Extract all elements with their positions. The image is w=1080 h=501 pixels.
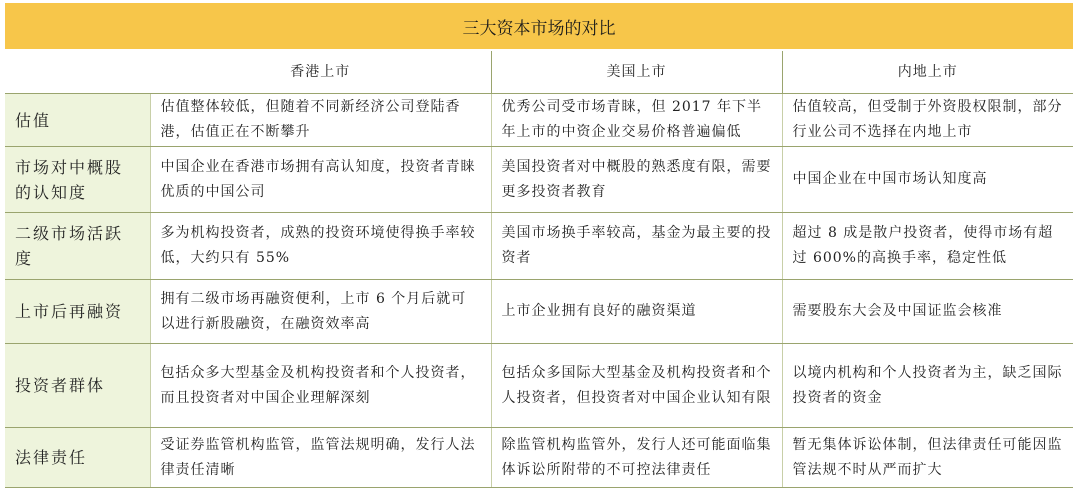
cell-us: 包括众多国际大型基金及机构投资者和个人投资者，但投资者对中国企业认知有限 bbox=[491, 344, 782, 428]
table-row bbox=[5, 94, 1073, 147]
table-title: 三大资本市场的对比 bbox=[5, 3, 1073, 49]
row-label-liquidity: 二级市场活跃度 bbox=[5, 213, 150, 280]
cell-hk: 包括众多大型基金及机构投资者和个人投资者，而且投资者对中国企业理解深刻 bbox=[150, 344, 491, 428]
row-label-valuation: 估值 bbox=[5, 94, 150, 147]
cell-hk: 估值整体较低，但随着不同新经济公司登陆香港，估值正在不断攀升 bbox=[150, 94, 491, 147]
table-row bbox=[5, 344, 1073, 428]
header-cn: 内地上市 bbox=[782, 51, 1073, 94]
cell-cn: 需要股东大会及中国证监会核准 bbox=[782, 280, 1073, 344]
cell-cn: 估值较高，但受制于外资股权限制，部分行业公司不选择在内地上市 bbox=[782, 94, 1073, 147]
header-row bbox=[5, 51, 1073, 94]
cell-us: 上市企业拥有良好的融资渠道 bbox=[491, 280, 782, 344]
row-label-legal: 法律责任 bbox=[5, 428, 150, 488]
table-row bbox=[5, 280, 1073, 344]
cell-us: 优秀公司受市场青睐，但 2017 年下半年上市的中资企业交易价格普遍偏低 bbox=[491, 94, 782, 147]
row-label-investors: 投资者群体 bbox=[5, 344, 150, 428]
table-row bbox=[5, 428, 1073, 488]
cell-cn: 以境内机构和个人投资者为主，缺乏国际投资者的资金 bbox=[782, 344, 1073, 428]
cell-hk: 中国企业在香港市场拥有高认知度，投资者青睐优质的中国公司 bbox=[150, 147, 491, 213]
cell-hk: 拥有二级市场再融资便利，上市 6 个月后就可以进行新股融资，在融资效率高 bbox=[150, 280, 491, 344]
header-us: 美国上市 bbox=[491, 51, 782, 94]
table-row bbox=[5, 147, 1073, 213]
cell-us: 除监管机构监管外，发行人还可能面临集体诉讼所附带的不可控法律责任 bbox=[491, 428, 782, 488]
comparison-table bbox=[5, 51, 1073, 488]
cell-us: 美国投资者对中概股的熟悉度有限，需要更多投资者教育 bbox=[491, 147, 782, 213]
cell-hk: 多为机构投资者，成熟的投资环境使得换手率较低，大约只有 55% bbox=[150, 213, 491, 280]
cell-cn: 中国企业在中国市场认知度高 bbox=[782, 147, 1073, 213]
row-label-awareness: 市场对中概股的认知度 bbox=[5, 147, 150, 213]
table-row bbox=[5, 213, 1073, 280]
cell-cn: 超过 8 成是散户投资者，使得市场有超过 600%的高换手率，稳定性低 bbox=[782, 213, 1073, 280]
cell-us: 美国市场换手率较高，基金为最主要的投资者 bbox=[491, 213, 782, 280]
header-empty bbox=[5, 51, 150, 94]
cell-cn: 暂无集体诉讼体制，但法律责任可能因监管法规不时从严而扩大 bbox=[782, 428, 1073, 488]
header-hk: 香港上市 bbox=[150, 51, 491, 94]
cell-hk: 受证券监管机构监管，监管法规明确，发行人法律责任清晰 bbox=[150, 428, 491, 488]
row-label-refinancing: 上市后再融资 bbox=[5, 280, 150, 344]
